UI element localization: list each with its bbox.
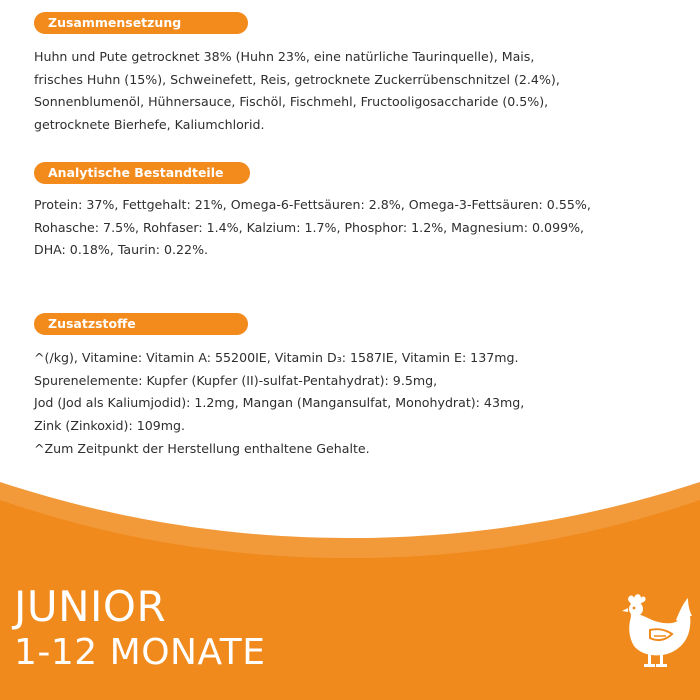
text-line: Jod (Jod als Kaliumjodid): 1.2mg, Mangan (Mangansulfat, Monohydrat): 43mg,	[34, 395, 525, 411]
text-line: getrocknete Bierhefe, Kaliumchlorid.	[34, 117, 265, 133]
text-line: Protein: 37%, Fettgehalt: 21%, Omega-6-Fettsäuren: 2.8%, Omega-3-Fettsäuren: 0.55%,	[34, 197, 591, 212]
chicken-icon	[614, 590, 698, 674]
text-line: Huhn und Pute getrocknet 38% (Huhn 23%, eine natürliche Taurinquelle), Mais,	[34, 49, 535, 64]
text-line: Rohasche: 7.5%, Rohfaser: 1.4%, Kalzium: 1.7%, Phosphor: 1.2%, Magnesium: 0.099%,	[34, 219, 585, 235]
text-line: Sonnenblumenöl, Hühnersauce, Fischöl, Fischmehl, Fructooligosaccharide (0.5%),	[34, 94, 549, 110]
footer-title: JUNIOR	[14, 582, 167, 631]
text-line: ^(/kg), Vitamine: Vitamin A: 55200IE, Vitamin D₃: 1587IE, Vitamin E: 137mg.	[34, 350, 519, 365]
section-body-analytische-bestandteile	[34, 194, 684, 262]
text-line: ^Zum Zeitpunkt der Herstellung enthaltene Gehalte.	[34, 440, 370, 456]
text-line: DHA: 0.18%, Taurin: 0.22%.	[34, 242, 209, 258]
section-body-zusammensetzung	[34, 46, 684, 137]
footer-subtitle: 1-12 MONATE	[14, 632, 266, 673]
section-body-zusatzstoffe	[34, 347, 684, 461]
text-line: Spurenelemente: Kupfer (Kupfer (II)-sulfat-Pentahydrat): 9.5mg,	[34, 372, 438, 388]
section-header-analytische-bestandteile: Analytische Bestandteile	[34, 162, 250, 184]
text-line: frisches Huhn (15%), Schweinefett, Reis, getrocknete Zuckerrübenschnitzel (2.4%),	[34, 71, 560, 87]
section-header-zusammensetzung: Zusammensetzung	[34, 12, 248, 34]
text-line: Zink (Zinkoxid): 109mg.	[34, 418, 185, 434]
section-header-zusatzstoffe: Zusatzstoffe	[34, 313, 248, 335]
